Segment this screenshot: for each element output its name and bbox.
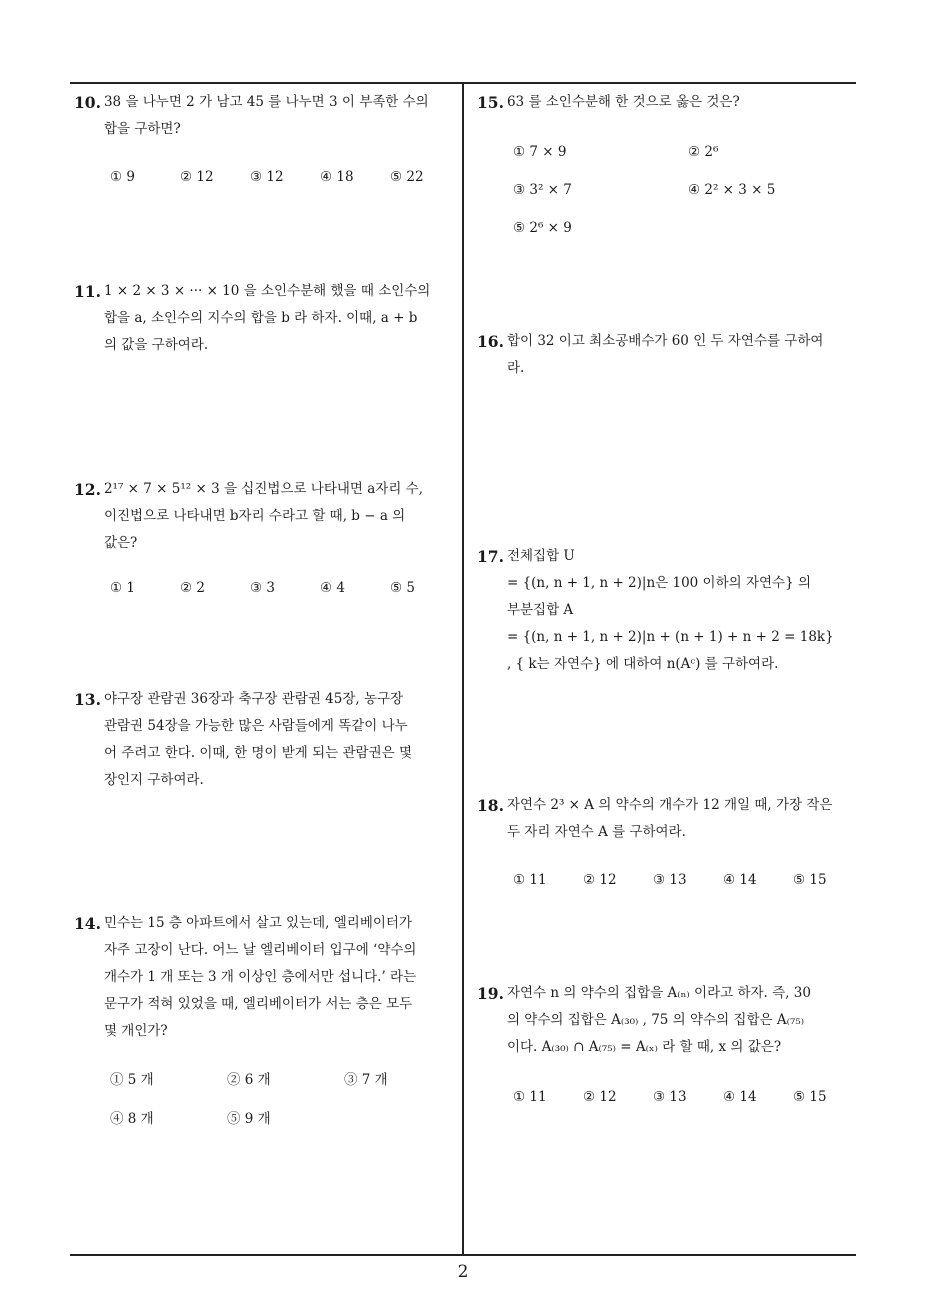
- choice-5[interactable]: ⑤ 15: [793, 872, 827, 888]
- question-text: [507, 543, 834, 678]
- choice-3[interactable]: ③ 3: [250, 580, 275, 596]
- choice-4[interactable]: ④ 4: [320, 580, 345, 596]
- question-text: [104, 278, 430, 359]
- text-line: 부분집합 A: [506, 602, 574, 618]
- text-line: = {(n, n + 1, n + 2)|n + (n + 1) + n + 2 = 18k}: [506, 629, 834, 645]
- page-number: 2: [457, 1262, 469, 1282]
- question-text: [104, 89, 429, 143]
- question-number: 16.: [477, 332, 504, 351]
- text-line: 이진법으로 나타내면 b자리 수라고 할 때, b − a 의: [103, 508, 406, 524]
- choice-4[interactable]: ④ 2² × 3 × 5: [688, 182, 776, 198]
- text-line: 개수가 1 개 또는 3 개 이상인 층에서만 섭니다.’ 라는: [103, 969, 417, 985]
- question-19: [477, 980, 811, 1061]
- choice-2[interactable]: ② 12: [180, 169, 214, 185]
- question-12: [74, 476, 423, 557]
- text-line: 63 를 소인수분해 한 것으로 옳은 것은?: [506, 94, 740, 110]
- text-line: 38 을 나누면 2 가 남고 45 를 나누면 3 이 부족한 수의: [103, 94, 429, 110]
- text-line: 장인지 구하여라.: [103, 772, 204, 788]
- choice-2[interactable]: ② 12: [583, 872, 617, 888]
- question-11: [74, 278, 430, 359]
- question-14: [74, 910, 416, 1045]
- question-17: [477, 543, 834, 678]
- text-line: 어 주려고 한다. 이때, 한 명이 받게 되는 관람권은 몇: [103, 745, 412, 761]
- text-line: 민수는 15 층 아파트에서 살고 있는데, 엘리베이터가: [103, 915, 413, 931]
- text-line: 값은?: [103, 535, 138, 551]
- choice-5[interactable]: ⑤ 9 개: [227, 1111, 271, 1127]
- text-line: 관람권 54장을 가능한 많은 사람들에게 똑같이 나누: [103, 718, 408, 734]
- question-15: [477, 89, 740, 116]
- question-number: 13.: [74, 690, 101, 709]
- question-text: [104, 686, 412, 794]
- choice-4[interactable]: ④ 18: [320, 169, 354, 185]
- text-line: 자연수 n 의 약수의 집합을 A₍ₙ₎ 이라고 하자. 즉, 30: [506, 985, 811, 1001]
- text-line: 합을 a, 소인수의 지수의 합을 b 라 하자. 이때, a + b: [103, 310, 418, 326]
- text-line: 자주 고장이 난다. 어느 날 엘리베이터 입구에 ‘약수의: [103, 942, 417, 958]
- choice-1[interactable]: ① 11: [513, 872, 547, 888]
- text-line: 자연수 2³ × A 의 약수의 개수가 12 개일 때, 가장 작은: [506, 797, 833, 813]
- question-13: [74, 686, 412, 794]
- choice-3[interactable]: ③ 13: [653, 872, 687, 888]
- text-line: 의 값을 구하여라.: [103, 337, 209, 353]
- choice-3[interactable]: ③ 12: [250, 169, 284, 185]
- choice-2[interactable]: ② 12: [583, 1089, 617, 1105]
- question-16: [477, 328, 823, 382]
- question-number: 17.: [477, 547, 504, 566]
- question-10: [74, 89, 429, 143]
- choice-1[interactable]: ① 1: [110, 580, 135, 596]
- choice-1[interactable]: ① 5 개: [110, 1072, 154, 1088]
- question-number: 14.: [74, 914, 101, 933]
- choice-1[interactable]: ① 7 × 9: [513, 144, 567, 160]
- question-text: [104, 476, 423, 557]
- choice-2[interactable]: ② 2: [180, 580, 205, 596]
- choice-3[interactable]: ③ 7 개: [344, 1072, 388, 1088]
- question-text: [507, 328, 823, 382]
- choice-4[interactable]: ④ 8 개: [110, 1111, 154, 1127]
- text-line: 1 × 2 × 3 × ··· × 10 을 소인수분해 했을 때 소인수의: [103, 283, 431, 299]
- question-number: 12.: [74, 480, 101, 499]
- text-line: 야구장 관람권 36장과 축구장 관람권 45장, 농구장: [103, 691, 404, 707]
- text-line: 2¹⁷ × 7 × 5¹² × 3 을 십진법으로 나타내면 a자리 수,: [103, 481, 423, 497]
- choice-2[interactable]: ② 2⁶: [688, 144, 719, 160]
- text-line: 합을 구하면?: [103, 121, 181, 137]
- question-number: 19.: [477, 984, 504, 1003]
- text-line: 문구가 적혀 있었을 때, 엘리베이터가 서는 층은 모두: [103, 996, 413, 1012]
- choice-5[interactable]: ⑤ 15: [793, 1089, 827, 1105]
- choice-4[interactable]: ④ 14: [723, 1089, 757, 1105]
- text-line: 몇 개인가?: [103, 1023, 168, 1039]
- choice-2[interactable]: ② 6 개: [227, 1072, 271, 1088]
- choice-3[interactable]: ③ 13: [653, 1089, 687, 1105]
- choice-5[interactable]: ⑤ 22: [390, 169, 424, 185]
- question-number: 11.: [74, 282, 101, 301]
- question-text: [104, 910, 416, 1045]
- choice-5[interactable]: ⑤ 5: [390, 580, 415, 596]
- choice-3[interactable]: ③ 3² × 7: [513, 182, 572, 198]
- choice-5[interactable]: ⑤ 2⁶ × 9: [513, 220, 572, 236]
- question-18: [477, 792, 832, 846]
- bottom-rule: [70, 1254, 856, 1256]
- choice-1[interactable]: ① 11: [513, 1089, 547, 1105]
- question-text: [507, 89, 740, 116]
- text-line: 합이 32 이고 최소공배수가 60 인 두 자연수를 구하여: [506, 333, 824, 349]
- question-text: [507, 980, 811, 1061]
- text-line: 의 약수의 집합은 A₍₃₀₎ , 75 의 약수의 집합은 A₍₇₅₎: [506, 1012, 805, 1028]
- text-line: 이다. A₍₃₀₎ ∩ A₍₇₅₎ = A₍ₓ₎ 라 할 때, x 의 값은?: [506, 1039, 782, 1055]
- text-line: 전체집합 U: [506, 548, 575, 564]
- question-number: 10.: [74, 93, 101, 112]
- text-line: 두 자리 자연수 A 를 구하여라.: [506, 824, 686, 840]
- text-line: , { k는 자연수} 에 대하여 n(Aᶜ) 를 구하여라.: [506, 656, 779, 672]
- text-line: 라.: [506, 360, 525, 376]
- text-line: = {(n, n + 1, n + 2)|n은 100 이하의 자연수} 의: [506, 575, 812, 591]
- column-divider: [462, 83, 464, 1255]
- question-text: [507, 792, 832, 846]
- choice-4[interactable]: ④ 14: [723, 872, 757, 888]
- choice-1[interactable]: ① 9: [110, 169, 135, 185]
- question-number: 18.: [477, 796, 504, 815]
- question-number: 15.: [477, 93, 504, 112]
